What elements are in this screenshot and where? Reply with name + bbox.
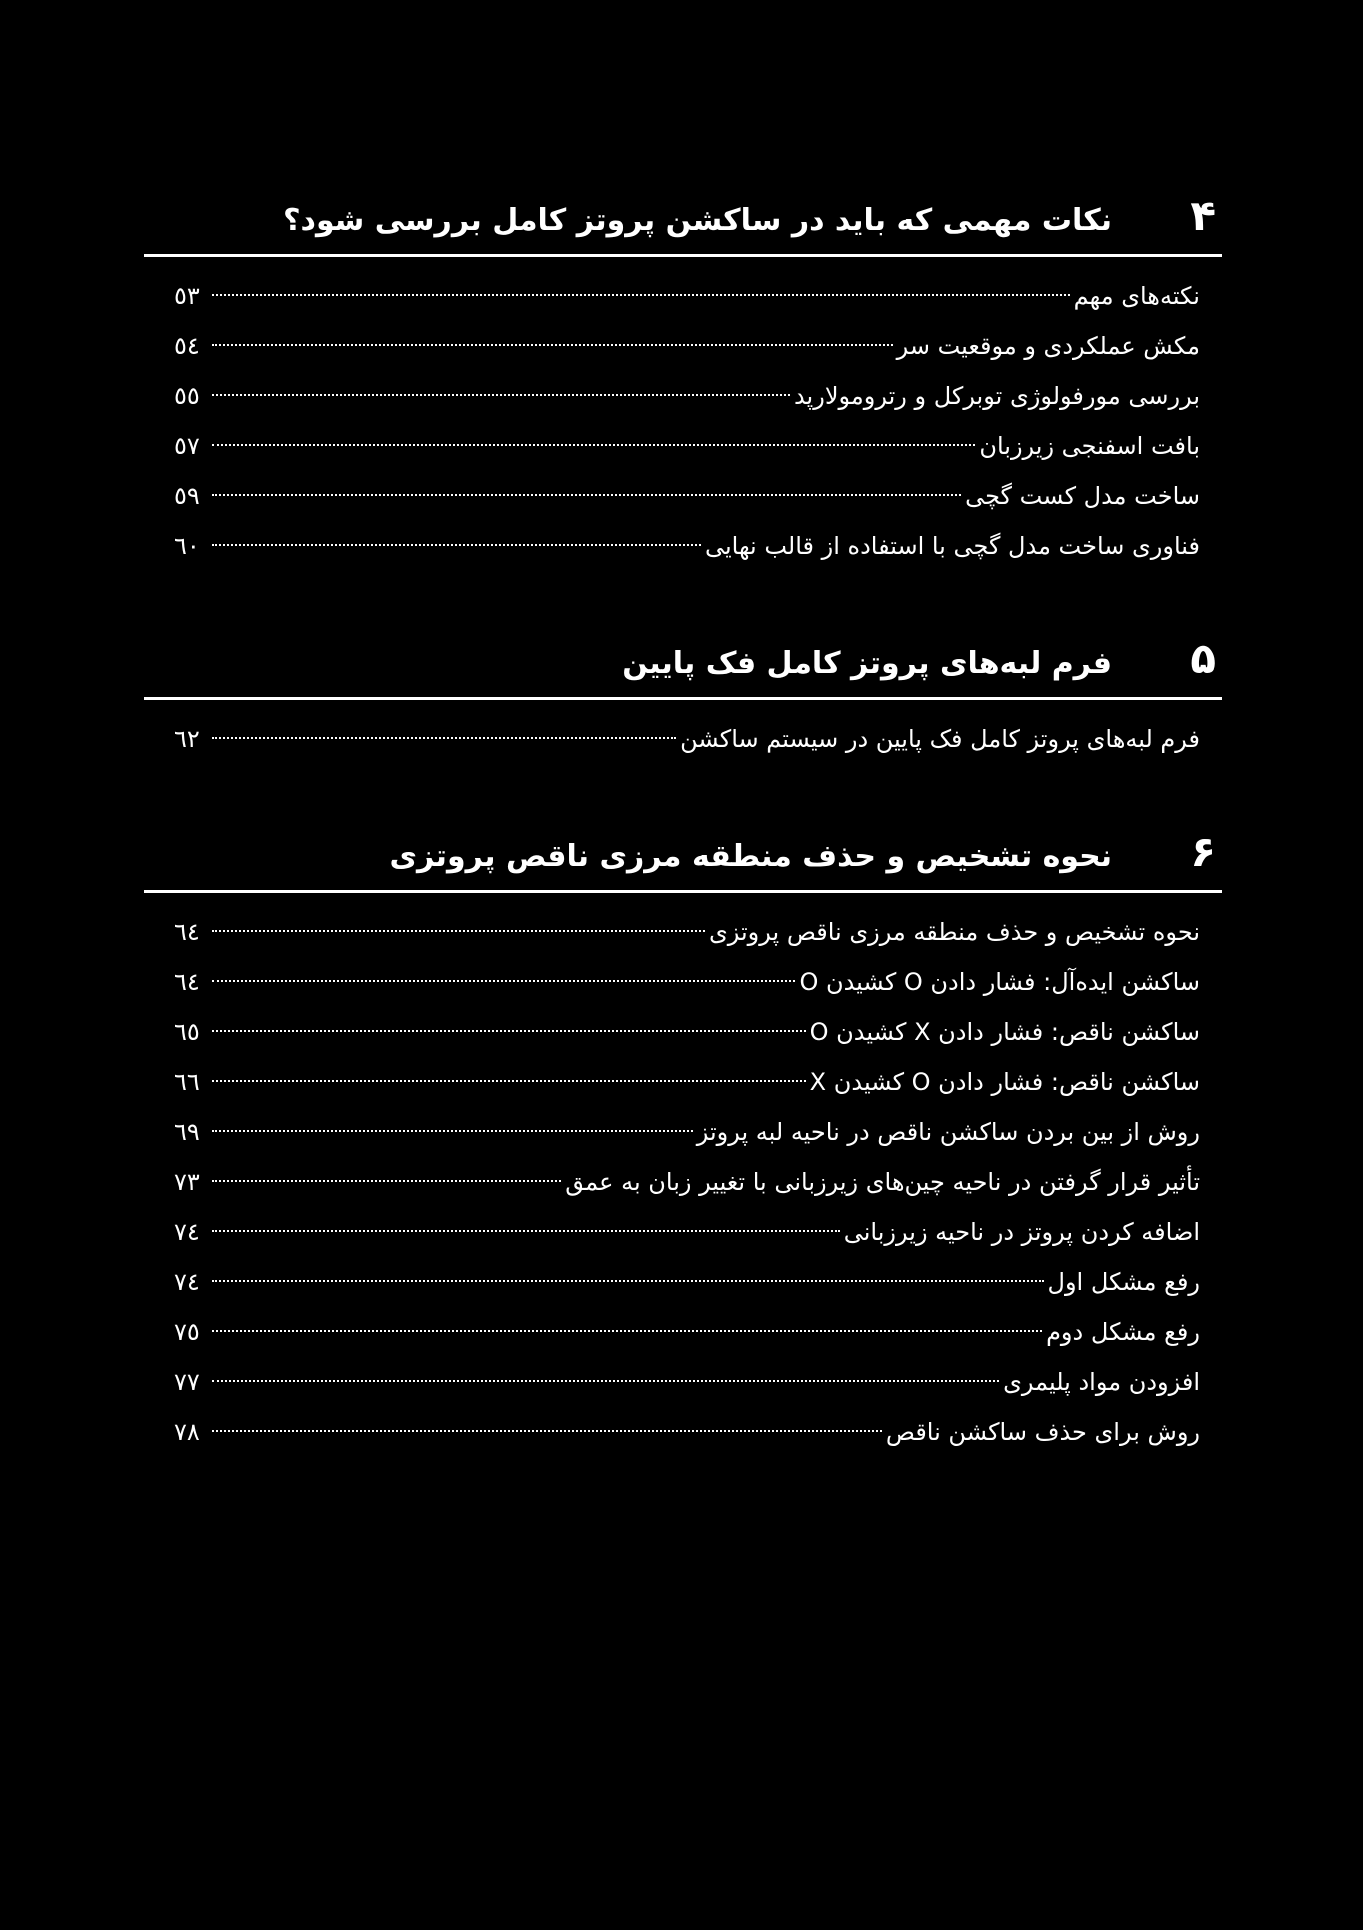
toc-entry[interactable] [174,1207,1200,1257]
dot-leader [212,294,1070,296]
page-number: ٧٤ [174,1268,200,1296]
section-title: نحوه تشخیص و حذف منطقه مرزی ناقص پروتزی [389,839,1112,874]
dot-leader [212,1330,1042,1332]
dot-leader [212,1030,806,1032]
page-number: ٦٦ [174,1068,200,1096]
toc-entry[interactable] [174,421,1200,471]
page-number: ٦٤ [174,968,200,996]
page-number: ٧٣ [174,1168,200,1196]
toc-entry[interactable] [174,1307,1200,1357]
toc-entry[interactable] [174,1107,1200,1157]
toc-entry[interactable] [174,907,1200,957]
section-number: ۶ [1190,827,1216,876]
page-number: ٥٤ [174,332,200,360]
entry-title: روش برای حذف ساکشن ناقص [885,1418,1200,1446]
dot-leader [212,1380,999,1382]
dot-leader [212,444,975,446]
dot-leader [212,980,795,982]
page-number: ٦٢ [174,725,200,753]
toc-section [144,633,1222,764]
section-header [144,190,1222,257]
page-number: ٧٧ [174,1368,200,1396]
toc-entry[interactable] [174,1257,1200,1307]
toc-entry[interactable] [174,1407,1200,1457]
entry-title: بافت اسفنجی زیرزبان [979,432,1200,460]
dot-leader [212,1130,693,1132]
page-number: ٧٤ [174,1218,200,1246]
toc-entry[interactable] [174,714,1200,764]
dot-leader [212,737,676,739]
entry-list [144,257,1222,571]
toc-section [144,826,1222,1457]
entry-title: بررسی مورفولوژی توبرکل و رترومولارپد [793,382,1200,410]
entry-title: فناوری ساخت مدل گچی با استفاده از قالب نهایی [704,532,1200,560]
toc-entry[interactable] [174,1157,1200,1207]
entry-title: افزودن مواد پلیمری [1003,1368,1200,1396]
toc-entry[interactable] [174,521,1200,571]
page-number: ٧٨ [174,1418,200,1446]
dot-leader [212,344,893,346]
section-header [144,826,1222,893]
toc-entry[interactable] [174,1007,1200,1057]
page-number: ٦٥ [174,1018,200,1046]
entry-title: ساکشن ناقص: فشار دادن X کشیدن O [809,1018,1200,1046]
toc-entry[interactable] [174,1357,1200,1407]
entry-list [144,893,1222,1457]
toc-entry[interactable] [174,271,1200,321]
entry-list [144,700,1222,764]
entry-title: فرم لبه‌های پروتز کامل فک پایین در سیستم ساکشن [680,725,1200,753]
dot-leader [212,1280,1044,1282]
page-number: ٥٥ [174,382,200,410]
section-title: نکات مهمی که باید در ساکشن پروتز کامل بررسی شود؟ [283,203,1112,238]
entry-title: ساخت مدل کست گچی [965,482,1200,510]
entry-title: تأثیر قرار گرفتن در ناحیه چین‌های زیرزبانی با تغییر زبان به عمق [565,1168,1200,1196]
page-number: ٥٧ [174,432,200,460]
entry-title: ساکشن ایده‌آل: فشار دادن O کشیدن O [799,968,1200,996]
dot-leader [212,1230,840,1232]
toc-entry[interactable] [174,1057,1200,1107]
toc-entry[interactable] [174,371,1200,421]
dot-leader [212,1180,561,1182]
dot-leader [212,394,790,396]
entry-title: اضافه کردن پروتز در ناحیه زیرزبانی [843,1218,1200,1246]
toc-entry[interactable] [174,321,1200,371]
table-of-contents [144,190,1222,1519]
entry-title: روش از بین بردن ساکشن ناقص در ناحیه لبه پروتز [696,1118,1200,1146]
entry-title: نحوه تشخیص و حذف منطقه مرزی ناقص پروتزی [708,918,1200,946]
entry-title: رفع مشکل دوم [1046,1318,1200,1346]
dot-leader [212,930,705,932]
dot-leader [212,1080,806,1082]
section-number: ۵ [1190,634,1216,683]
page-number: ٥٩ [174,482,200,510]
section-number: ۴ [1190,191,1216,240]
dot-leader [212,1430,882,1432]
entry-title: نکته‌های مهم [1073,282,1200,310]
toc-entry[interactable] [174,471,1200,521]
section-header [144,633,1222,700]
entry-title: مکش عملکردی و موقعیت سر [896,332,1200,360]
page-number: ٥٣ [174,282,200,310]
entry-title: ساکشن ناقص: فشار دادن O کشیدن X [809,1068,1200,1096]
dot-leader [212,494,961,496]
page-number: ٦٠ [174,532,200,560]
page-number: ٦٤ [174,918,200,946]
entry-title: رفع مشکل اول [1047,1268,1200,1296]
section-title: فرم لبه‌های پروتز کامل فک پایین [622,646,1112,681]
dot-leader [212,544,701,546]
toc-section [144,190,1222,571]
page-number: ٧٥ [174,1318,200,1346]
page-number: ٦٩ [174,1118,200,1146]
toc-entry[interactable] [174,957,1200,1007]
